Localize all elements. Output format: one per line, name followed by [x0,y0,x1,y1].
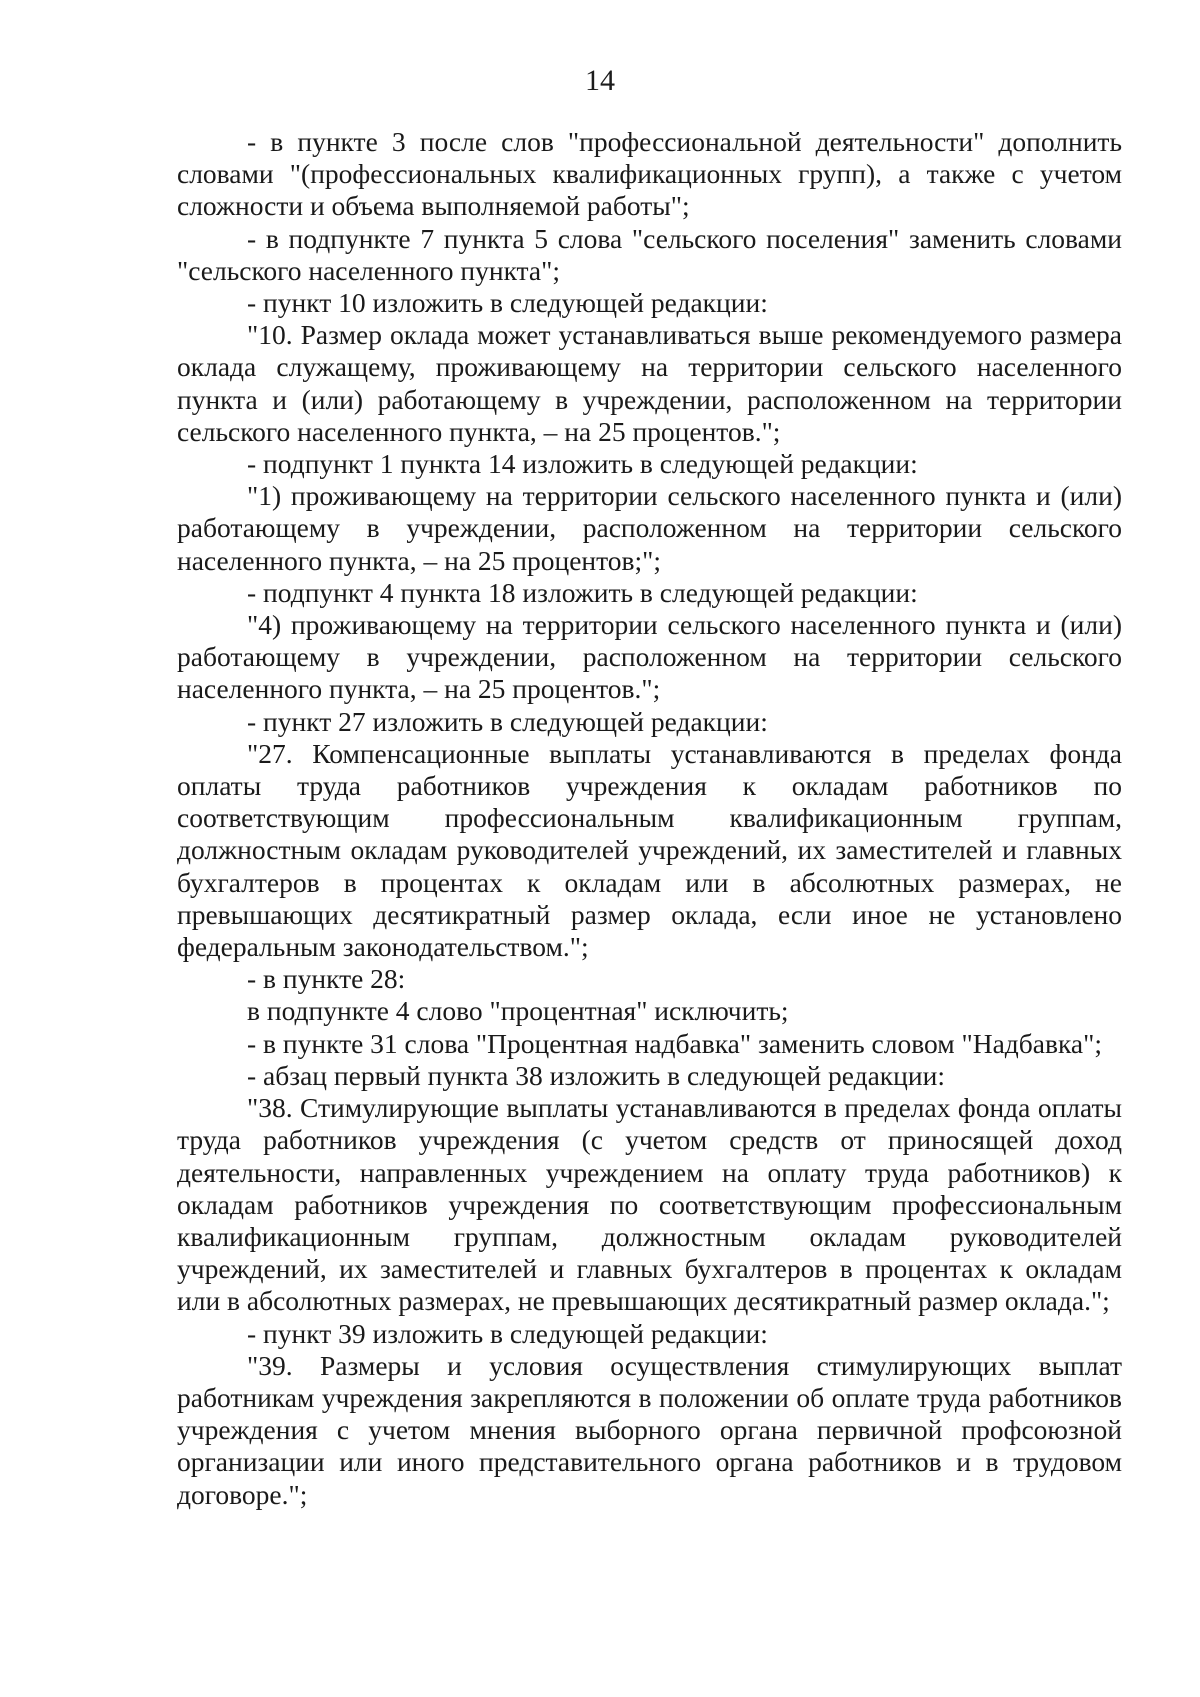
paragraph-subpoint-1-text: "1) проживающему на территории сельского населенного пункта и (или) работающему в учреждении, расположенном на территории сельского населенного пункта, – на 25 процентов;"; [177,480,1122,576]
paragraph-subpoint-4-text: "4) проживающему на территории сельского населенного пункта и (или) работающему в учреждении, расположенном на территории сельского населенного пункта, – на 25 процентов."; [177,609,1122,705]
document-body [177,126,1122,1511]
paragraph-amend-point-3: - в пункте 3 после слов "профессиональной деятельности" дополнить словами "(профессиональных квалификационных групп), а также с учетом сложности и объема выполняемой работы"; [177,126,1122,222]
page-number: 14 [585,64,615,97]
paragraph-point-27-text: "27. Компенсационные выплаты устанавливаются в пределах фонда оплаты труда работников учреждения к окладам работников по соответствующим профессиональным квалификационным группам, должностным окладам руководителей учреждений, их заместителей и главных бухгалтеров в процентах к окладам или в абсолютных размерах, не превышающих десятикратный размер оклада, если иное не установлено федеральным законодательством."; [177,737,1122,963]
paragraph-amend-subpoint-7: - в подпункте 7 пункта 5 слова "сельского поселения" заменить словами "сельского населенного пункта"; [177,222,1122,286]
paragraph-point-39-text: "39. Размеры и условия осуществления стимулирующих выплат работникам учреждения закрепляются в положении об оплате труда работников учреждения с учетом мнения выборного органа первичной профсоюзной организации или иного представительного органа работников и в трудовом договоре."; [177,1349,1122,1510]
paragraph-point-38-text: "38. Стимулирующие выплаты устанавливаются в пределах фонда оплаты труда работников учреждения (с учетом средств от приносящей доход деятельности, направленных учреждением на оплату труда работников) к окладам работников учреждения по соответствующим профессиональным квалификационным группам, должностным окладам руководителей учреждений, их заместителей и главных бухгалтеров в процентах к окладам или в абсолютных размерах, не превышающих десятикратный размер оклада."; [177,1092,1122,1317]
paragraph-point-10-text: "10. Размер оклада может устанавливаться выше рекомендуемого размера оклада служащему, проживающему на территории сельского населенного пункта и (или) работающему в учреждении, расположенном на территории сельского населенного пункта, – на 25 процентов."; [177,319,1122,447]
paragraph-point-39-intro: - пункт 39 изложить в следующей редакции: [247,1317,768,1349]
paragraph-point-31: - в пункте 31 слова "Процентная надбавка" заменить словом "Надбавка"; [247,1027,1102,1059]
paragraph-point-10-intro: - пункт 10 изложить в следующей редакции: [247,287,768,319]
paragraph-subpoint-1-intro: - подпункт 1 пункта 14 изложить в следующей редакции: [247,448,918,480]
paragraph-point-28-subpoint-4: в подпункте 4 слово "процентная" исключить; [247,995,789,1027]
paragraph-point-27-intro: - пункт 27 изложить в следующей редакции: [247,705,768,737]
paragraph-point-38-intro: - абзац первый пункта 38 изложить в следующей редакции: [247,1059,945,1091]
paragraph-point-28: - в пункте 28: [247,963,406,995]
paragraph-subpoint-4-intro: - подпункт 4 пункта 18 изложить в следующей редакции: [247,576,918,608]
